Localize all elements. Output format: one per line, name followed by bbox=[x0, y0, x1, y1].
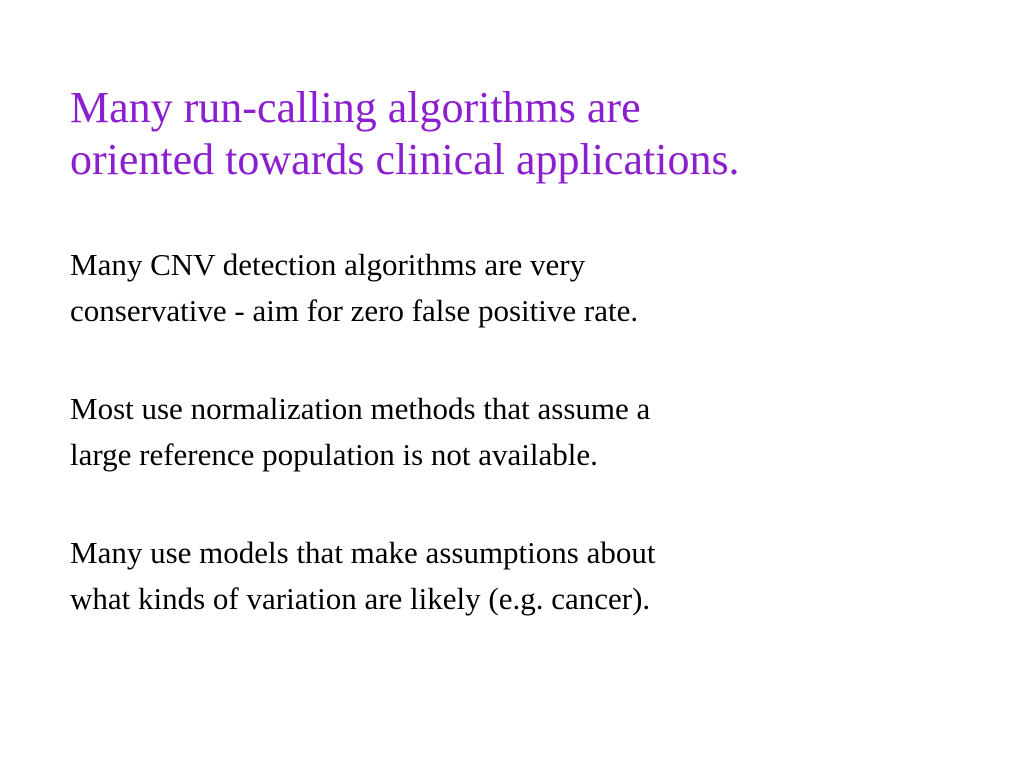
paragraph-2-line-2: large reference population is not available. bbox=[70, 437, 598, 472]
paragraph-normalization bbox=[70, 386, 970, 478]
paragraph-3-line-1: Many use models that make assumptions about bbox=[70, 535, 656, 570]
paragraph-models bbox=[70, 530, 970, 622]
paragraph-1-line-1: Many CNV detection algorithms are very bbox=[70, 247, 586, 282]
slide-title-line-1: Many run-calling algorithms are bbox=[70, 83, 641, 132]
slide-title bbox=[70, 82, 970, 186]
slide-title-line-2: oriented towards clinical applications. bbox=[70, 135, 740, 184]
paragraph-1-line-2: conservative - aim for zero false positive rate. bbox=[70, 293, 639, 328]
paragraph-3-line-2: what kinds of variation are likely (e.g. cancer). bbox=[70, 581, 651, 616]
paragraph-cnv-detection bbox=[70, 242, 970, 334]
paragraph-2-line-1: Most use normalization methods that assume a bbox=[70, 391, 651, 426]
